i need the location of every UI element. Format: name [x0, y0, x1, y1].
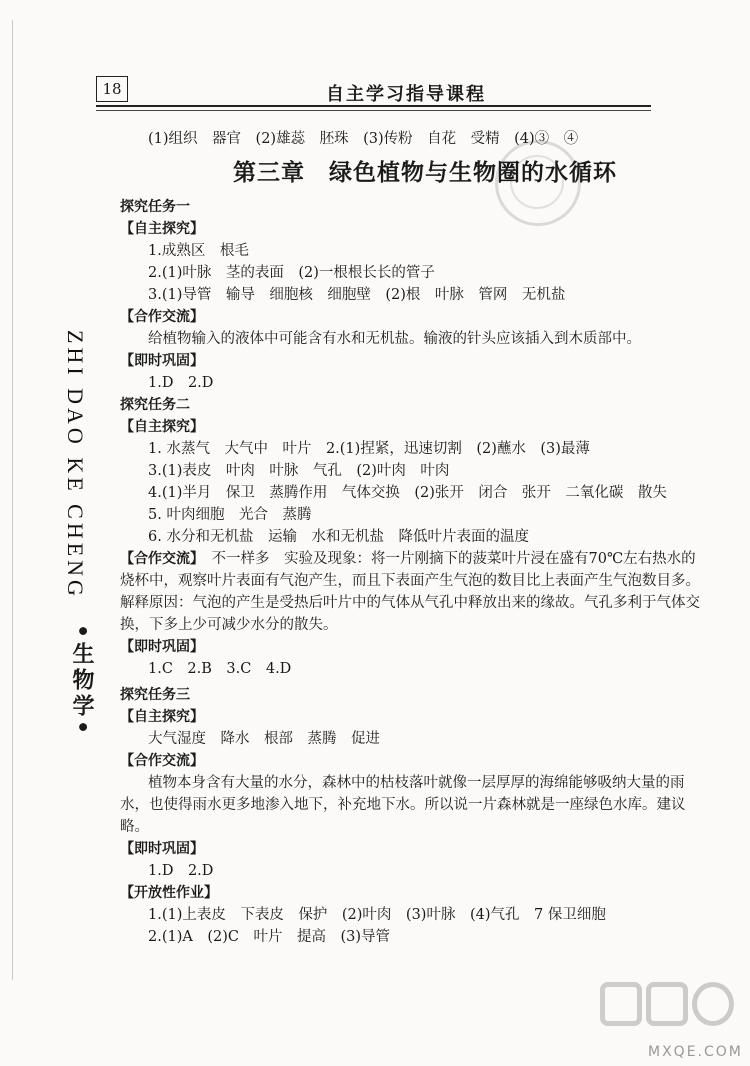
answer-line: 4.(1)半月 保卫 蒸腾作用 气体交换 (2)张开 闭合 张开 二氧化碳 散失: [148, 485, 667, 501]
watermark-url: MXQE.COM: [648, 1044, 743, 1060]
answer-line: 6. 水分和无机盐 运输 水和无机盐 降低叶片表面的温度: [148, 529, 529, 545]
task-heading: 探究任务一: [120, 199, 190, 215]
answer-content: [120, 128, 710, 948]
answer-line: 1. 水蒸气 大气中 叶片 2.(1)捏紧，迅速切割 (2)蘸水 (3)最薄: [148, 441, 590, 457]
page-header: [96, 76, 651, 110]
section-label: 【自主探究】: [120, 419, 204, 435]
watermark-glyph-2: [646, 982, 688, 1026]
scan-edge-line: [12, 20, 13, 980]
answer-line: (1)组织 器官 (2)雄蕊 胚珠 (3)传粉 自花 受精 (4)③ ④: [148, 131, 579, 147]
watermark-glyph-3: [692, 982, 734, 1026]
paragraph-text: 不一样多 实验及现象：将一片刚摘下的菠菜叶片浸在盛有70℃左右热水的烧杯中，观察叶片表面有气泡产生，而且下表面产生气泡的数目比上表面产生气泡数目多。 解释原因：气泡的产生是受热后叶片中的气体从气孔中释放出来的缘故。气孔多利于气体交换，下多上少可减少水分的散失。: [120, 551, 708, 633]
paragraph-text: 植物本身含有大量的水分，森林中的枯枝落叶就像一层厚厚的海绵能够吸纳大量的雨水，也使得雨水更多地渗入地下，补充地下水。所以说一片森林就是一座绿色水库。建议略。: [120, 775, 686, 835]
answer-line: 给植物输入的液体中可能含有水和无机盐。输液的针头应该插入到木质部中。: [148, 331, 641, 347]
section-label: 【即时巩固】: [120, 639, 204, 655]
paragraph-block: [120, 548, 708, 636]
section-label: 【自主探究】: [120, 709, 204, 725]
answer-line: 大气湿度 降水 根部 蒸腾 促进: [148, 731, 380, 747]
answer-line: 1.成熟区 根毛: [148, 243, 249, 259]
section-label: 【开放性作业】: [120, 885, 218, 901]
task-heading: 探究任务二: [120, 397, 190, 413]
answer-line: 5. 叶肉细胞 光合 蒸腾: [148, 507, 312, 523]
task-heading: 探究任务三: [120, 687, 190, 703]
answer-line: 1.D 2.D: [148, 375, 214, 391]
answer-line: 3.(1)导管 输导 细胞核 细胞壁 (2)根 叶脉 管网 无机盐: [148, 287, 566, 303]
chapter-title: 第三章 绿色植物与生物圈的水循环: [233, 160, 617, 186]
header-rule-thin: [96, 110, 651, 111]
section-label: 【即时巩固】: [120, 353, 204, 369]
answer-line: 1.D 2.D: [148, 863, 214, 879]
answer-line: 2.(1)叶脉 茎的表面 (2)一根根长长的管子: [148, 265, 435, 281]
side-vertical-text: ZHI DAO KE CHENG: [63, 330, 88, 600]
section-label: 【即时巩固】: [120, 841, 204, 857]
section-label: 【合作交流】: [120, 753, 204, 769]
answer-line: 1.(1)上表皮 下表皮 保护 (2)叶肉 (3)叶脉 (4)气孔 7 保卫细胞: [148, 907, 606, 923]
side-subject-label: •生物学•: [69, 624, 94, 739]
answer-line: 1.C 2.B 3.C 4.D: [148, 661, 292, 677]
section-label: 【自主探究】: [120, 221, 204, 237]
answer-line: 3.(1)表皮 叶肉 叶脉 气孔 (2)叶肉 叶肉: [148, 463, 450, 479]
answer-line: 2.(1)A (2)C 叶片 提高 (3)导管: [148, 929, 391, 945]
running-title: 自主学习指导课程: [326, 84, 486, 105]
watermark-glyph-1: [600, 982, 642, 1026]
section-label: 【合作交流】: [120, 309, 204, 325]
section-label: 【合作交流】: [120, 551, 197, 567]
header-rule-thick: [96, 105, 651, 107]
page-number: 18: [96, 76, 128, 102]
